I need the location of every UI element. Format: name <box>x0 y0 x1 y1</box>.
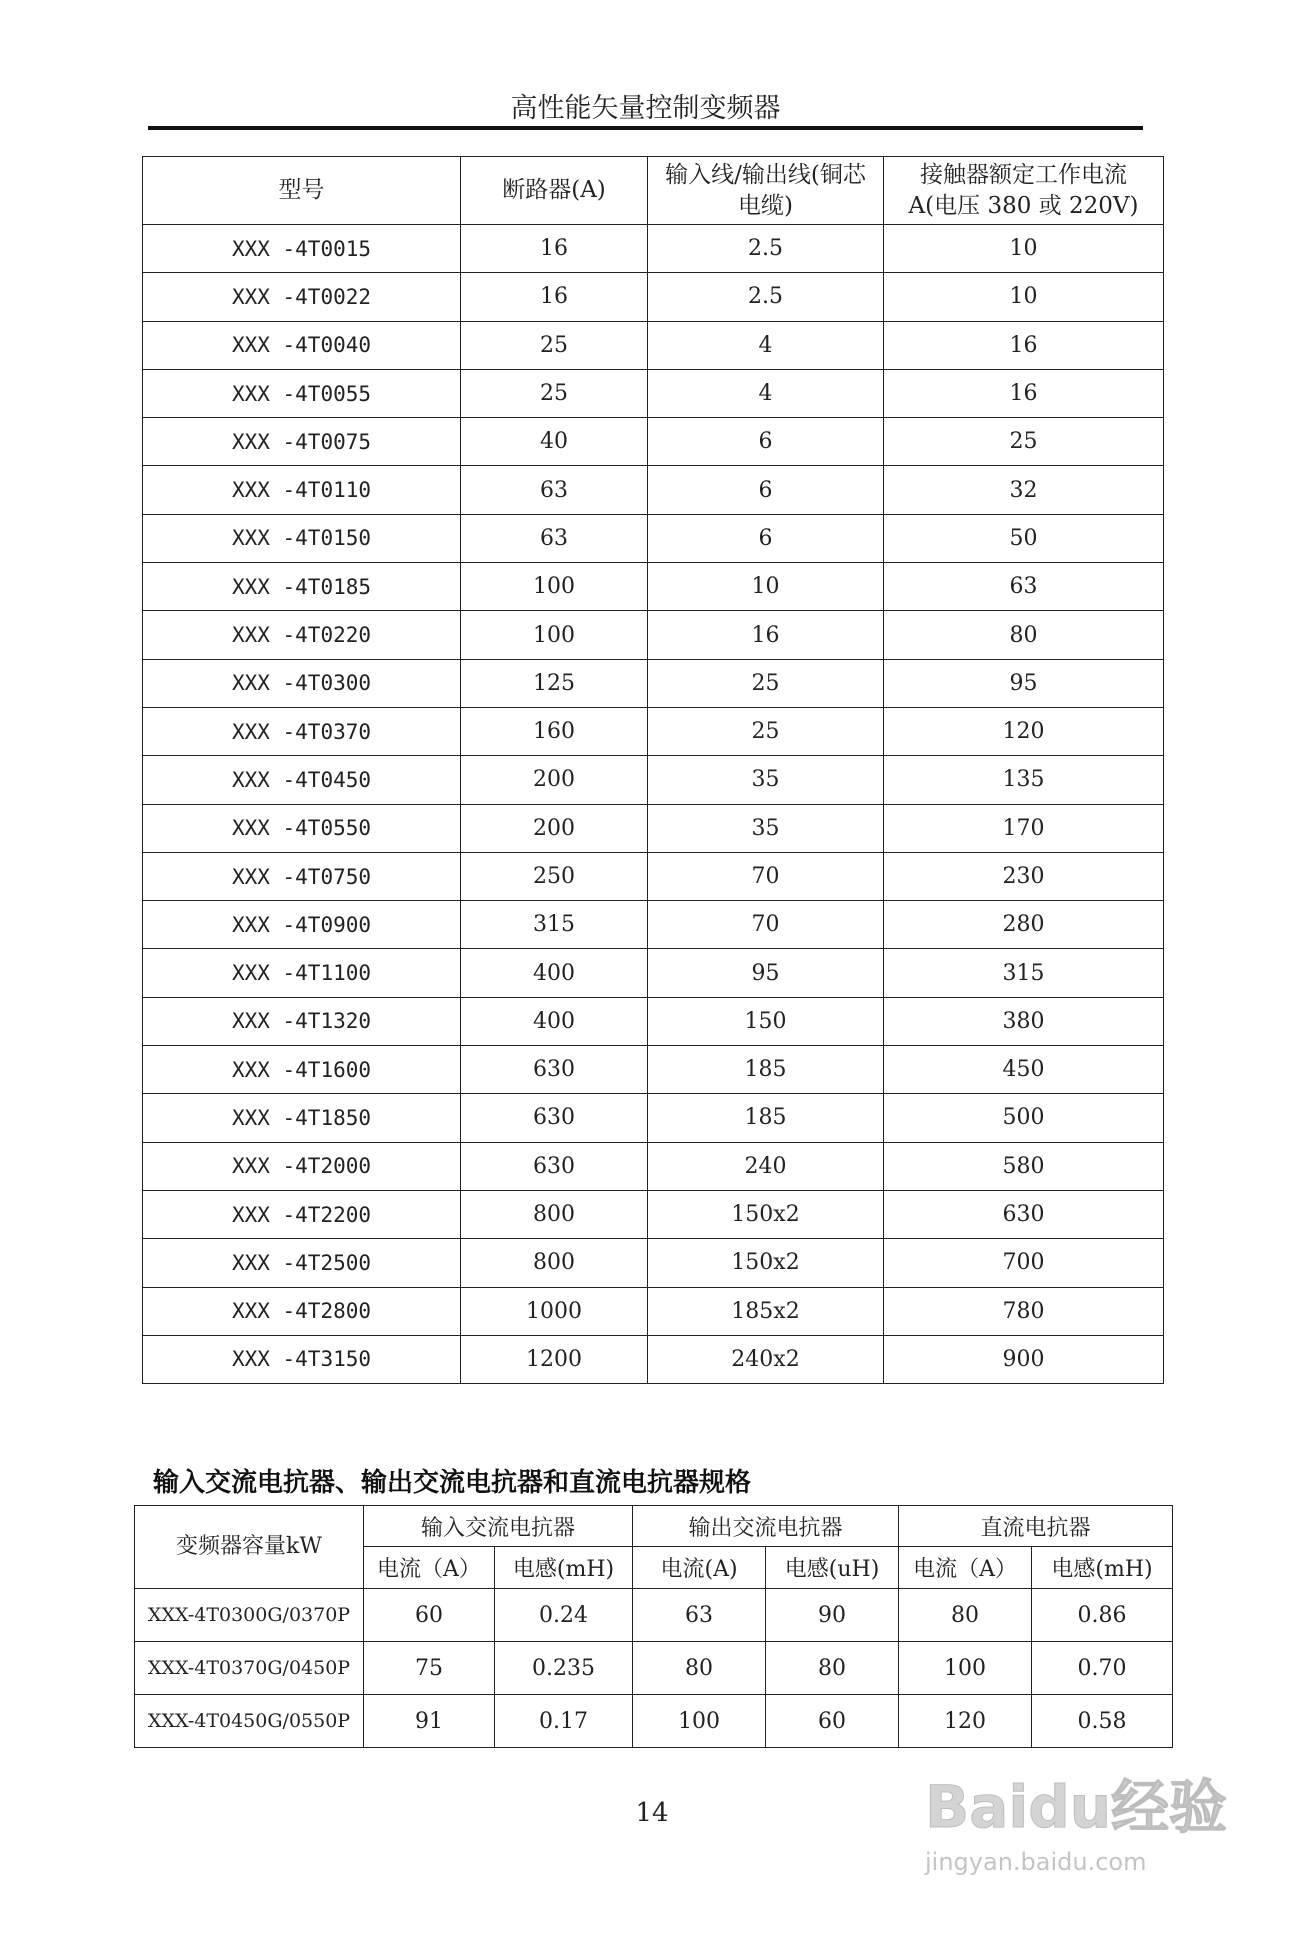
cable-cell: 185x2 <box>648 1287 884 1335</box>
value-cell: 100 <box>633 1695 766 1748</box>
table-row <box>143 707 1164 755</box>
table-row <box>143 852 1164 900</box>
value-cell: 0.235 <box>495 1642 633 1695</box>
subheader: 电流（A） <box>899 1547 1032 1589</box>
table-row <box>143 659 1164 707</box>
contactor-cell: 500 <box>884 1094 1164 1142</box>
subheader: 电流(A) <box>633 1547 766 1589</box>
value-cell: 0.86 <box>1032 1589 1173 1642</box>
model-cell: XXX -4T0750 <box>143 852 461 900</box>
cable-cell: 10 <box>648 563 884 611</box>
model-cell: XXX -4T0110 <box>143 466 461 514</box>
cable-cell: 25 <box>648 659 884 707</box>
model-cell: XXX -4T3150 <box>143 1335 461 1383</box>
contactor-cell: 25 <box>884 418 1164 466</box>
contactor-cell: 16 <box>884 321 1164 369</box>
reactor-section-title: 输入交流电抗器、输出交流电抗器和直流电抗器规格 <box>153 1468 752 1498</box>
contactor-cell: 95 <box>884 659 1164 707</box>
table-row <box>135 1695 1173 1748</box>
value-cell: 80 <box>899 1589 1032 1642</box>
watermark-url: jingyan.baidu.com <box>925 1848 1147 1876</box>
breaker-cell: 1000 <box>461 1287 648 1335</box>
breaker-cell: 125 <box>461 659 648 707</box>
model-cell: XXX -4T0040 <box>143 321 461 369</box>
value-cell: 0.58 <box>1032 1695 1173 1748</box>
model-cell: XXX -4T0075 <box>143 418 461 466</box>
cable-cell: 35 <box>648 756 884 804</box>
watermark-brand: Baidu经验 <box>925 1773 1228 1841</box>
breaker-cell: 630 <box>461 1142 648 1190</box>
table-row <box>135 1589 1173 1642</box>
contactor-cell: 50 <box>884 514 1164 562</box>
page-number: 14 <box>635 1798 669 1828</box>
cable-cell: 70 <box>648 852 884 900</box>
table-row <box>143 466 1164 514</box>
page-header-title: 高性能矢量控制变频器 <box>510 93 781 124</box>
cable-cell: 4 <box>648 321 884 369</box>
table-row <box>143 1287 1164 1335</box>
header-capacity: 变频器容量kW <box>135 1506 364 1589</box>
baidu-watermark-logo <box>925 1760 1245 1910</box>
model-cell: XXX -4T0900 <box>143 901 461 949</box>
table-row <box>143 1239 1164 1287</box>
cable-cell: 2.5 <box>648 273 884 321</box>
model-cell: XXX -4T1100 <box>143 949 461 997</box>
cable-cell: 150x2 <box>648 1190 884 1238</box>
value-cell: 0.24 <box>495 1589 633 1642</box>
header-cable: 输入线/输出线(铜芯电缆) <box>648 157 884 225</box>
value-cell: 0.17 <box>495 1695 633 1748</box>
contactor-cell: 120 <box>884 707 1164 755</box>
breaker-cell: 25 <box>461 369 648 417</box>
table-row <box>143 1094 1164 1142</box>
value-cell: 0.70 <box>1032 1642 1173 1695</box>
cable-cell: 35 <box>648 804 884 852</box>
reactor-spec-table <box>134 1505 1173 1748</box>
model-cell: XXX -4T0550 <box>143 804 461 852</box>
table-header-row <box>135 1506 1173 1547</box>
contactor-cell: 10 <box>884 273 1164 321</box>
model-cell: XXX -4T1850 <box>143 1094 461 1142</box>
value-cell: 63 <box>633 1589 766 1642</box>
subheader: 电感(mH) <box>495 1547 633 1589</box>
table-row <box>143 1335 1164 1383</box>
cable-cell: 6 <box>648 418 884 466</box>
cable-cell: 6 <box>648 514 884 562</box>
table-header-row <box>143 157 1164 225</box>
table-row <box>143 1142 1164 1190</box>
breaker-cell: 100 <box>461 563 648 611</box>
table-row <box>143 611 1164 659</box>
breaker-cable-contactor-table <box>142 156 1164 1384</box>
value-cell: 80 <box>766 1642 899 1695</box>
header-dc-reactor: 直流电抗器 <box>899 1506 1173 1547</box>
contactor-cell: 16 <box>884 369 1164 417</box>
value-cell: 60 <box>766 1695 899 1748</box>
subheader: 电流（A） <box>364 1547 495 1589</box>
table-row <box>143 804 1164 852</box>
header-model: 型号 <box>143 157 461 225</box>
model-cell: XXX -4T0055 <box>143 369 461 417</box>
breaker-cell: 160 <box>461 707 648 755</box>
contactor-cell: 80 <box>884 611 1164 659</box>
table-row <box>143 901 1164 949</box>
value-cell: 120 <box>899 1695 1032 1748</box>
table-row <box>143 563 1164 611</box>
cable-cell: 4 <box>648 369 884 417</box>
contactor-cell: 900 <box>884 1335 1164 1383</box>
contactor-cell: 170 <box>884 804 1164 852</box>
breaker-cell: 200 <box>461 804 648 852</box>
contactor-cell: 315 <box>884 949 1164 997</box>
breaker-cell: 400 <box>461 949 648 997</box>
header-output-reactor: 输出交流电抗器 <box>633 1506 899 1547</box>
table-row <box>143 273 1164 321</box>
subheader: 电感(mH) <box>1032 1547 1173 1589</box>
cable-cell: 16 <box>648 611 884 659</box>
contactor-cell: 63 <box>884 563 1164 611</box>
cable-cell: 6 <box>648 466 884 514</box>
cable-cell: 240 <box>648 1142 884 1190</box>
cable-cell: 2.5 <box>648 225 884 273</box>
model-cell: XXX -4T1320 <box>143 997 461 1045</box>
cable-cell: 240x2 <box>648 1335 884 1383</box>
breaker-cell: 100 <box>461 611 648 659</box>
breaker-cell: 16 <box>461 225 648 273</box>
header-rule <box>148 126 1143 130</box>
cable-cell: 150x2 <box>648 1239 884 1287</box>
contactor-cell: 580 <box>884 1142 1164 1190</box>
cable-cell: 95 <box>648 949 884 997</box>
cable-cell: 150 <box>648 997 884 1045</box>
breaker-cell: 63 <box>461 466 648 514</box>
header-input-reactor: 输入交流电抗器 <box>364 1506 633 1547</box>
table-row <box>143 514 1164 562</box>
model-cell: XXX-4T0370G/0450P <box>135 1642 364 1695</box>
cable-cell: 185 <box>648 1094 884 1142</box>
model-cell: XXX -4T0300 <box>143 659 461 707</box>
model-cell: XXX-4T0300G/0370P <box>135 1589 364 1642</box>
table-row <box>143 225 1164 273</box>
model-cell: XXX -4T0450 <box>143 756 461 804</box>
table-row <box>143 369 1164 417</box>
breaker-cell: 1200 <box>461 1335 648 1383</box>
cable-cell: 70 <box>648 901 884 949</box>
contactor-cell: 630 <box>884 1190 1164 1238</box>
table-row <box>143 321 1164 369</box>
table-row <box>143 418 1164 466</box>
table-row <box>143 997 1164 1045</box>
model-cell: XXX -4T2500 <box>143 1239 461 1287</box>
contactor-cell: 780 <box>884 1287 1164 1335</box>
breaker-cell: 315 <box>461 901 648 949</box>
header-breaker: 断路器(A) <box>461 157 648 225</box>
breaker-cell: 800 <box>461 1190 648 1238</box>
model-cell: XXX -4T2200 <box>143 1190 461 1238</box>
contactor-cell: 380 <box>884 997 1164 1045</box>
breaker-cell: 63 <box>461 514 648 562</box>
breaker-cell: 800 <box>461 1239 648 1287</box>
contactor-cell: 700 <box>884 1239 1164 1287</box>
value-cell: 90 <box>766 1589 899 1642</box>
contactor-cell: 280 <box>884 901 1164 949</box>
breaker-cell: 16 <box>461 273 648 321</box>
breaker-cell: 250 <box>461 852 648 900</box>
breaker-cell: 630 <box>461 1046 648 1094</box>
table-row <box>135 1642 1173 1695</box>
value-cell: 80 <box>633 1642 766 1695</box>
table-row <box>143 1046 1164 1094</box>
value-cell: 60 <box>364 1589 495 1642</box>
cable-cell: 185 <box>648 1046 884 1094</box>
subheader: 电感(uH) <box>766 1547 899 1589</box>
cable-cell: 25 <box>648 707 884 755</box>
header-contactor: 接触器额定工作电流A(电压 380 或 220V) <box>884 157 1164 225</box>
value-cell: 75 <box>364 1642 495 1695</box>
model-cell: XXX -4T0015 <box>143 225 461 273</box>
breaker-cell: 630 <box>461 1094 648 1142</box>
model-cell: XXX -4T0220 <box>143 611 461 659</box>
model-cell: XXX -4T0022 <box>143 273 461 321</box>
contactor-cell: 450 <box>884 1046 1164 1094</box>
contactor-cell: 230 <box>884 852 1164 900</box>
model-cell: XXX -4T2800 <box>143 1287 461 1335</box>
model-cell: XXX -4T2000 <box>143 1142 461 1190</box>
table-row <box>143 1190 1164 1238</box>
table-row <box>143 949 1164 997</box>
model-cell: XXX -4T0150 <box>143 514 461 562</box>
model-cell: XXX -4T1600 <box>143 1046 461 1094</box>
contactor-cell: 10 <box>884 225 1164 273</box>
contactor-cell: 32 <box>884 466 1164 514</box>
breaker-cell: 200 <box>461 756 648 804</box>
model-cell: XXX-4T0450G/0550P <box>135 1695 364 1748</box>
model-cell: XXX -4T0370 <box>143 707 461 755</box>
contactor-cell: 135 <box>884 756 1164 804</box>
breaker-cell: 40 <box>461 418 648 466</box>
model-cell: XXX -4T0185 <box>143 563 461 611</box>
value-cell: 100 <box>899 1642 1032 1695</box>
table-row <box>143 756 1164 804</box>
breaker-cell: 25 <box>461 321 648 369</box>
value-cell: 91 <box>364 1695 495 1748</box>
breaker-cell: 400 <box>461 997 648 1045</box>
